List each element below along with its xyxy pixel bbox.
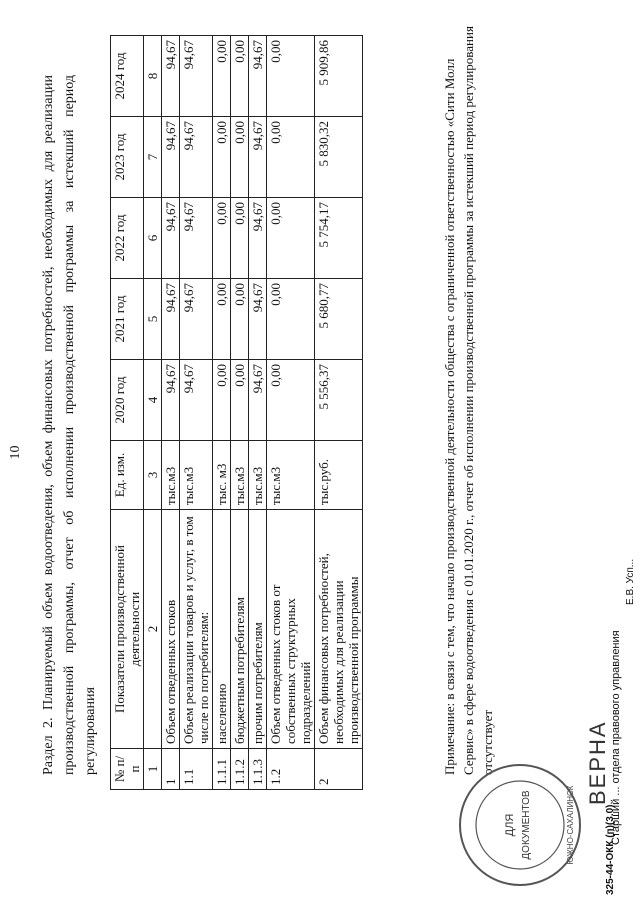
value-2020: 0,00 (213, 360, 231, 441)
table-row (213, 36, 231, 790)
row-unit: тыс.м3 (231, 441, 249, 510)
value-2022: 0,00 (267, 198, 315, 279)
value-2023: 0,00 (267, 117, 315, 198)
value-2020: 94,67 (180, 360, 213, 441)
table-row (231, 36, 249, 790)
signer-name: Е.В. Усп... (625, 558, 636, 605)
value-2020: 94,67 (162, 360, 180, 441)
value-2021: 0,00 (231, 279, 249, 360)
row-unit: тыс.м3 (180, 441, 213, 510)
table-header-row (111, 36, 144, 790)
col-number-cell: 8 (144, 36, 162, 117)
value-2021: 0,00 (267, 279, 315, 360)
value-2023: 94,67 (162, 117, 180, 198)
row-number: 1 (162, 749, 180, 790)
value-2023: 0,00 (231, 117, 249, 198)
header-cell: 2023 год (111, 117, 144, 198)
table-row (162, 36, 180, 790)
verification-stamp: ВЕРНА (585, 720, 610, 805)
row-name: Объем отведенных стоков от собственных структурных подразделений (267, 510, 315, 749)
value-2023: 94,67 (249, 117, 267, 198)
value-2020: 0,00 (267, 360, 315, 441)
row-number: 1.1.1 (213, 749, 231, 790)
row-number: 1.2 (267, 749, 315, 790)
row-name: Объем финансовых потребностей, необходимых для реализации производственной программы (315, 510, 363, 749)
value-2022: 94,67 (162, 198, 180, 279)
value-2024: 5 909,86 (315, 36, 363, 117)
value-2022: 94,67 (180, 198, 213, 279)
col-number-cell: 6 (144, 198, 162, 279)
value-2024: 94,67 (249, 36, 267, 117)
col-number-cell: 3 (144, 441, 162, 510)
column-number-row (144, 36, 162, 790)
page-number: 10 (8, 445, 23, 460)
row-unit: тыс.м3 (267, 441, 315, 510)
header-cell: Показатели производственной деятельности (111, 510, 144, 749)
col-number-cell: 5 (144, 279, 162, 360)
section-heading: Раздел 2. Планируемый объем водоотведения, объем финансовых потребностей, необходимых для реализации производственной программы, отчет об исполнении производственной программы за истекший период регулирования (41, 75, 98, 775)
row-unit: тыс. м3 (213, 441, 231, 510)
value-2020: 94,67 (249, 360, 267, 441)
production-table (110, 35, 363, 790)
value-2020: 5 556,37 (315, 360, 363, 441)
row-unit: тыс.руб. (315, 441, 363, 510)
row-name: прочим потребителям (249, 510, 267, 749)
col-number-cell: 7 (144, 117, 162, 198)
row-name: Объем реализации товаров и услуг, в том числе по потребителям: (180, 510, 213, 749)
value-2021: 94,67 (162, 279, 180, 360)
header-cell: Ед. изм. (111, 441, 144, 510)
table-row (315, 36, 363, 790)
value-2022: 94,67 (249, 198, 267, 279)
value-2021: 0,00 (213, 279, 231, 360)
value-2024: 0,00 (231, 36, 249, 117)
value-2022: 0,00 (231, 198, 249, 279)
row-unit: тыс.м3 (162, 441, 180, 510)
table-row (180, 36, 213, 790)
header-cell: 2024 год (111, 36, 144, 117)
value-2022: 0,00 (213, 198, 231, 279)
value-2024: 94,67 (162, 36, 180, 117)
table-row (249, 36, 267, 790)
row-number: 1.1.2 (231, 749, 249, 790)
value-2024: 0,00 (267, 36, 315, 117)
signer-title: Старший ... отдела правового управления (610, 630, 622, 845)
col-number-cell: 1 (144, 749, 162, 790)
value-2020: 0,00 (231, 360, 249, 441)
header-cell: 2020 год (111, 360, 144, 441)
stamp-center-top: ДЛЯ (504, 813, 516, 837)
stamp-center-main: ДОКУМЕНТОВ (521, 790, 532, 860)
row-number: 1.1 (180, 749, 213, 790)
row-number: 1.1.3 (249, 749, 267, 790)
value-2023: 0,00 (213, 117, 231, 198)
value-2021: 5 680,77 (315, 279, 363, 360)
value-2023: 94,67 (180, 117, 213, 198)
header-cell: 2021 год (111, 279, 144, 360)
row-name: населению (213, 510, 231, 749)
value-2023: 5 830,32 (315, 117, 363, 198)
header-cell: 2022 год (111, 198, 144, 279)
value-2024: 94,67 (180, 36, 213, 117)
round-seal-stamp (455, 760, 585, 890)
row-name: бюджетным потребителям (231, 510, 249, 749)
document-code: 325-44-ОКК (п)(3.0) (605, 804, 616, 895)
col-number-cell: 4 (144, 360, 162, 441)
row-name: Объем отведенных стоков (162, 510, 180, 749)
row-number: 2 (315, 749, 363, 790)
value-2022: 5 754,17 (315, 198, 363, 279)
col-number-cell: 2 (144, 510, 162, 749)
value-2021: 94,67 (180, 279, 213, 360)
value-2024: 0,00 (213, 36, 231, 117)
stamp-ring-text: ЮЖНО-САХАЛИНСК (566, 785, 575, 865)
value-2021: 94,67 (249, 279, 267, 360)
table-row (267, 36, 315, 790)
header-cell: № п/п (111, 749, 144, 790)
row-unit: тыс.м3 (249, 441, 267, 510)
note-text: Примечание: в связи с тем, что начало производственной деятельности общества с ограниченной ответственностью «Сити Молл Сервис» в сфере водоотведения с 01.01.2020 г., отчет об исполнении производственной программы за истекший период регулирования отсутствует (442, 26, 495, 775)
